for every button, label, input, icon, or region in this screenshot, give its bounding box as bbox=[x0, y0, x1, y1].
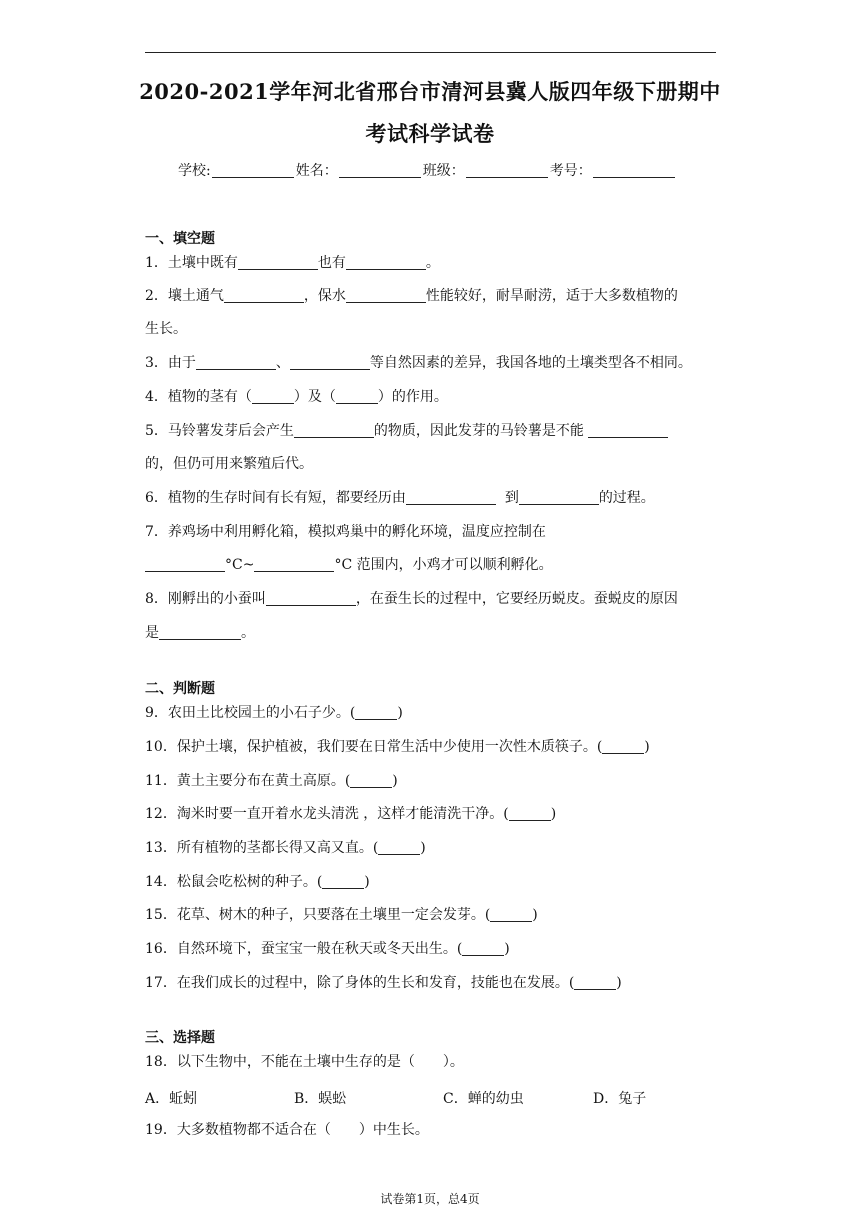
page-footer: 试卷第1页，总4页 bbox=[380, 1192, 480, 1206]
school-label: 学校: bbox=[178, 163, 211, 179]
answer-blank bbox=[378, 840, 420, 855]
question-8: 8．刚孵出的小蚕叫 ，在蚕生长的过程中，它要经历蜕皮。蚕蜕皮的原因 bbox=[145, 591, 678, 607]
school-blank bbox=[212, 163, 294, 178]
page-title-line1: 2020-2021学年河北省邢台市清河县冀人版四年级下册期中 bbox=[139, 79, 721, 104]
question-16: 16．自然环境下，蚕宝宝一般在秋天或冬天出生。( ) bbox=[145, 941, 510, 957]
question-7-continued: °C~ °C 范围内，小鸡才可以顺利孵化。 bbox=[145, 557, 553, 573]
question-14: 14．松鼠会吃松树的种子。( ) bbox=[145, 874, 370, 890]
question-2: 2．壤土通气 ，保水 性能较好，耐旱耐涝，适于大多数植物的 bbox=[145, 288, 678, 304]
student-info-row bbox=[178, 160, 677, 180]
answer-blank bbox=[145, 557, 225, 572]
answer-blank bbox=[294, 423, 374, 438]
question-8-continued: 是 。 bbox=[145, 625, 255, 641]
answer-blank bbox=[252, 389, 294, 404]
question-18: 18．以下生物中，不能在土壤中生存的是（ ）。 bbox=[145, 1054, 464, 1070]
question-18-option-a: A．蚯蚓 bbox=[145, 1091, 198, 1107]
question-12: 12．淘米时要一直开着水龙头清洗 ，这样才能清洗干净。( ) bbox=[145, 806, 557, 822]
answer-blank bbox=[254, 557, 334, 572]
question-5: 5．马铃薯发芽后会产生 的物质，因此发芽的马铃薯是不能 bbox=[145, 423, 668, 439]
answer-blank bbox=[266, 591, 356, 606]
answer-blank bbox=[238, 255, 318, 270]
question-4: 4．植物的茎有（ ）及（ ）的作用。 bbox=[145, 389, 448, 405]
question-6: 6．植物的生存时间有长有短，都要经历由 到 的过程。 bbox=[145, 490, 655, 506]
question-10: 10．保护土壤，保护植被，我们要在日常生活中少使用一次性木质筷子。( ) bbox=[145, 739, 650, 755]
question-17: 17．在我们成长的过程中，除了身体的生长和发育，技能也在发展。( ) bbox=[145, 975, 622, 991]
question-18-option-d: D．兔子 bbox=[593, 1091, 647, 1107]
question-18-option-b: B．蜈蚣 bbox=[294, 1091, 347, 1107]
answer-blank bbox=[574, 975, 616, 990]
answer-blank bbox=[519, 490, 599, 505]
answer-blank bbox=[336, 389, 378, 404]
exam-number-blank bbox=[593, 163, 675, 178]
answer-blank bbox=[196, 355, 276, 370]
name-label: 姓名： bbox=[295, 163, 338, 179]
answer-blank bbox=[224, 288, 304, 303]
question-13: 13．所有植物的茎都长得又高又直。( ) bbox=[145, 840, 426, 856]
answer-blank bbox=[159, 625, 241, 640]
question-18-option-c: C．蝉的幼虫 bbox=[443, 1091, 524, 1107]
answer-blank bbox=[355, 705, 397, 720]
answer-blank bbox=[346, 288, 426, 303]
question-2-continued: 生长。 bbox=[145, 321, 187, 337]
question-11: 11．黄土主要分布在黄土高原。( ) bbox=[145, 773, 398, 789]
question-15: 15．花草、树木的种子，只要落在土壤里一定会发芽。( ) bbox=[145, 907, 538, 923]
top-rule bbox=[145, 52, 716, 53]
answer-blank bbox=[406, 490, 496, 505]
section-heading-fill: 一、填空题 bbox=[145, 231, 215, 247]
answer-blank bbox=[322, 874, 364, 889]
class-blank bbox=[466, 163, 548, 178]
answer-blank bbox=[350, 773, 392, 788]
section-heading-judge: 二、判断题 bbox=[145, 681, 215, 697]
answer-blank bbox=[602, 739, 644, 754]
section-heading-choice: 三、选择题 bbox=[145, 1030, 215, 1046]
name-blank bbox=[339, 163, 421, 178]
class-label: 班级： bbox=[422, 163, 465, 179]
answer-blank bbox=[588, 423, 668, 438]
exam-number-label: 考号： bbox=[549, 163, 592, 179]
answer-blank bbox=[462, 941, 504, 956]
question-7: 7．养鸡场中利用孵化箱，模拟鸡巢中的孵化环境，温度应控制在 bbox=[145, 524, 546, 540]
question-19: 19．大多数植物都不适合在（ ）中生长。 bbox=[145, 1122, 429, 1138]
answer-blank bbox=[346, 255, 426, 270]
answer-blank bbox=[290, 355, 370, 370]
answer-blank bbox=[490, 907, 532, 922]
page-title-line2: 考试科学试卷 bbox=[365, 121, 495, 146]
answer-blank bbox=[509, 806, 551, 821]
question-5-continued: 的，但仍可用来繁殖后代。 bbox=[145, 456, 313, 472]
question-9: 9．农田土比校园土的小石子少。( ) bbox=[145, 705, 403, 721]
question-3: 3．由于 、 等自然因素的差异，我国各地的土壤类型各不相同。 bbox=[145, 355, 692, 371]
question-1: 1．土壤中既有 也有 。 bbox=[145, 255, 440, 271]
